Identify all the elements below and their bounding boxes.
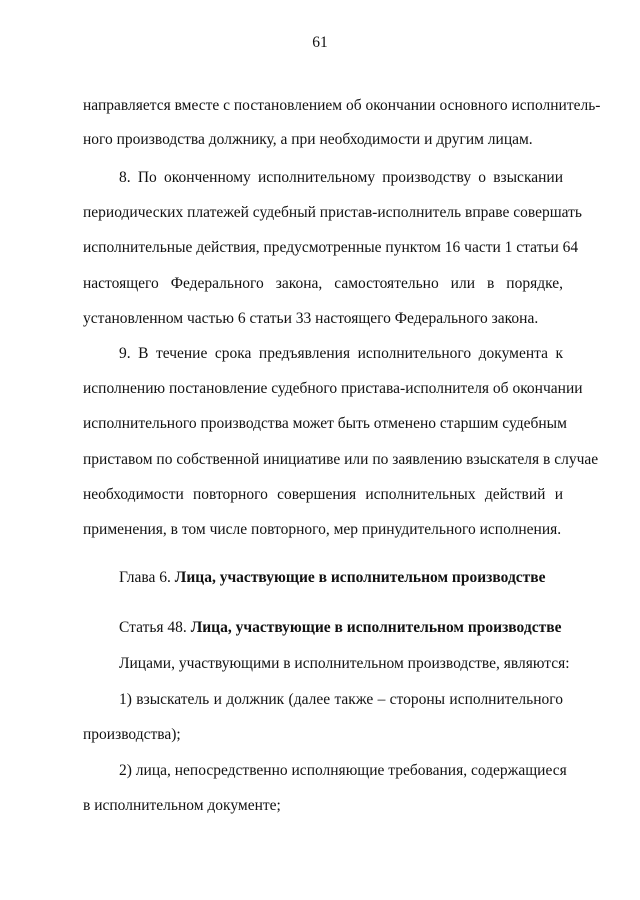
paragraph-line: 2) лица, непосредственно исполняющие требования, содержащиеся (119, 762, 567, 779)
chapter-title: Лица, участвующие в исполнительном производстве (174, 569, 546, 586)
paragraph-line: направляется вместе с постановлением об окончании основного исполнитель- (83, 97, 601, 114)
article-heading (119, 619, 561, 637)
paragraph-line: периодических платежей судебный пристав-исполнитель вправе совершать (83, 204, 582, 221)
paragraph-line: приставом по собственной инициативе или по заявлению взыскателя в случае (83, 451, 599, 468)
paragraph-line: 9. В течение срока предъявления исполнительного документа к (119, 345, 563, 362)
paragraph-line: Лицами, участвующими в исполнительном производстве, являются: (119, 655, 570, 672)
paragraph-line: 8. По оконченному исполнительному производству о взыскании (119, 169, 563, 186)
article-title: Лица, участвующие в исполнительном производстве (190, 619, 562, 636)
paragraph-line: необходимости повторного совершения исполнительных действий и (83, 486, 563, 503)
article-prefix: Статья 48. (119, 619, 191, 636)
paragraph-line: настоящего Федерального закона, самостоятельно или в порядке, (83, 275, 563, 292)
paragraph-line: ного производства должнику, а при необходимости и другим лицам. (83, 131, 533, 148)
paragraph-line: применения, в том числе повторного, мер принудительного исполнения. (83, 521, 562, 538)
paragraph-line: установленном частью 6 статьи 33 настоящего Федерального закона. (83, 310, 539, 327)
chapter-heading (119, 569, 546, 587)
paragraph-line: исполнению постановление судебного пристава-исполнителя об окончании (83, 380, 583, 397)
page-number: 61 (312, 34, 328, 51)
paragraph-line: в исполнительном документе; (83, 797, 281, 814)
paragraph-line: исполнительного производства может быть отменено старшим судебным (83, 415, 567, 432)
chapter-prefix: Глава 6. (119, 569, 175, 586)
paragraph-line: исполнительные действия, предусмотренные пунктом 16 части 1 статьи 64 (83, 239, 579, 256)
paragraph-line: производства); (83, 726, 181, 743)
paragraph-line: 1) взыскатель и должник (далее также – стороны исполнительного (119, 691, 563, 708)
